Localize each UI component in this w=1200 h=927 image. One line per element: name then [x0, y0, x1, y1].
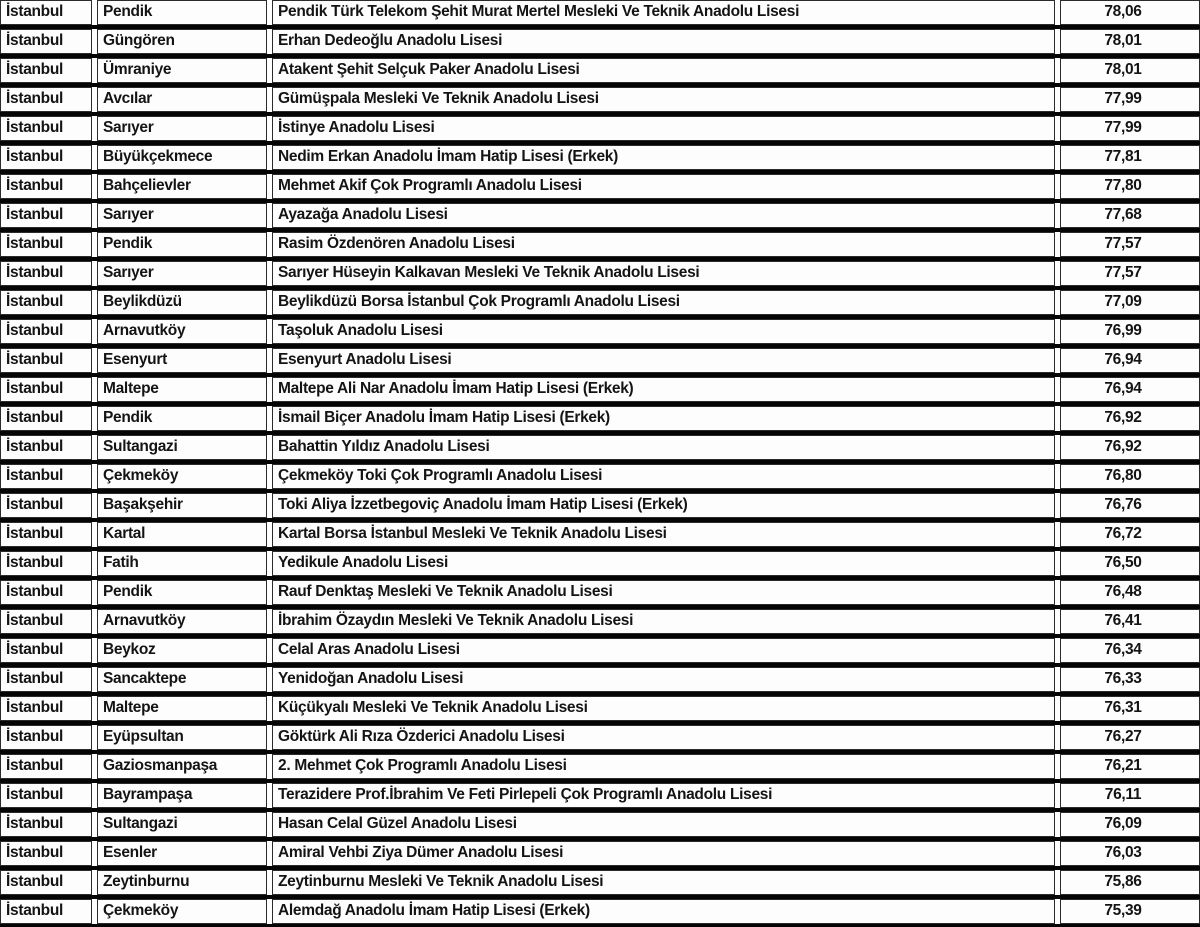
- district-cell: Büyükçekmece: [97, 145, 267, 170]
- district-cell: Sancaktepe: [97, 667, 267, 692]
- score-cell: 76,21: [1060, 754, 1200, 779]
- school-name-cell: Rasim Özdenören Anadolu Lisesi: [272, 232, 1055, 257]
- school-name-cell: İbrahim Özaydın Mesleki Ve Teknik Anadolu Lisesi: [272, 609, 1055, 634]
- school-name-cell: Küçükyalı Mesleki Ve Teknik Anadolu Lisesi: [272, 696, 1055, 721]
- score-cell: 77,09: [1060, 290, 1200, 315]
- city-cell: İstanbul: [0, 116, 92, 141]
- district-cell: Ümraniye: [97, 58, 267, 83]
- table-row: [0, 145, 1200, 174]
- score-cell: 76,34: [1060, 638, 1200, 663]
- score-cell: 76,33: [1060, 667, 1200, 692]
- district-cell: Esenler: [97, 841, 267, 866]
- city-cell: İstanbul: [0, 580, 92, 605]
- district-cell: Eyüpsultan: [97, 725, 267, 750]
- score-cell: 75,39: [1060, 899, 1200, 924]
- table-row: [0, 493, 1200, 522]
- district-cell: Esenyurt: [97, 348, 267, 373]
- school-name-cell: Yedikule Anadolu Lisesi: [272, 551, 1055, 576]
- district-cell: Çekmeköy: [97, 464, 267, 489]
- score-cell: 78,01: [1060, 29, 1200, 54]
- score-cell: 76,09: [1060, 812, 1200, 837]
- table-row: [0, 580, 1200, 609]
- table-row: [0, 812, 1200, 841]
- table-row: [0, 377, 1200, 406]
- score-cell: 77,68: [1060, 203, 1200, 228]
- table-row: [0, 638, 1200, 667]
- table-row: [0, 348, 1200, 377]
- school-name-cell: Zeytinburnu Mesleki Ve Teknik Anadolu Lisesi: [272, 870, 1055, 895]
- score-cell: 76,27: [1060, 725, 1200, 750]
- school-name-cell: Nedim Erkan Anadolu İmam Hatip Lisesi (Erkek): [272, 145, 1055, 170]
- table-row: [0, 667, 1200, 696]
- district-cell: Sultangazi: [97, 812, 267, 837]
- school-name-cell: Gümüşpala Mesleki Ve Teknik Anadolu Lisesi: [272, 87, 1055, 112]
- district-cell: Bayrampaşa: [97, 783, 267, 808]
- city-cell: İstanbul: [0, 290, 92, 315]
- score-cell: 76,94: [1060, 377, 1200, 402]
- city-cell: İstanbul: [0, 899, 92, 924]
- school-name-cell: Beylikdüzü Borsa İstanbul Çok Programlı Anadolu Lisesi: [272, 290, 1055, 315]
- table-row: [0, 783, 1200, 812]
- table-row: [0, 174, 1200, 203]
- table-row: [0, 870, 1200, 899]
- district-cell: Beylikdüzü: [97, 290, 267, 315]
- district-cell: Zeytinburnu: [97, 870, 267, 895]
- district-cell: Sultangazi: [97, 435, 267, 460]
- table-row: [0, 841, 1200, 870]
- district-cell: Maltepe: [97, 377, 267, 402]
- school-name-cell: İsmail Biçer Anadolu İmam Hatip Lisesi (Erkek): [272, 406, 1055, 431]
- district-cell: Bahçelievler: [97, 174, 267, 199]
- city-cell: İstanbul: [0, 348, 92, 373]
- school-name-cell: İstinye Anadolu Lisesi: [272, 116, 1055, 141]
- district-cell: Çekmeköy: [97, 899, 267, 924]
- school-name-cell: Göktürk Ali Rıza Özderici Anadolu Lisesi: [272, 725, 1055, 750]
- district-cell: Arnavutköy: [97, 609, 267, 634]
- table-row: [0, 0, 1200, 29]
- school-name-cell: Maltepe Ali Nar Anadolu İmam Hatip Lisesi (Erkek): [272, 377, 1055, 402]
- city-cell: İstanbul: [0, 87, 92, 112]
- city-cell: İstanbul: [0, 638, 92, 663]
- district-cell: Avcılar: [97, 87, 267, 112]
- school-name-cell: Terazidere Prof.İbrahim Ve Feti Pirlepeli Çok Programlı Anadolu Lisesi: [272, 783, 1055, 808]
- score-cell: 77,99: [1060, 116, 1200, 141]
- score-cell: 77,57: [1060, 232, 1200, 257]
- district-cell: Başakşehir: [97, 493, 267, 518]
- city-cell: İstanbul: [0, 870, 92, 895]
- city-cell: İstanbul: [0, 145, 92, 170]
- district-cell: Pendik: [97, 232, 267, 257]
- school-name-cell: Esenyurt Anadolu Lisesi: [272, 348, 1055, 373]
- school-name-cell: Çekmeköy Toki Çok Programlı Anadolu Lisesi: [272, 464, 1055, 489]
- table-row: [0, 609, 1200, 638]
- school-name-cell: Bahattin Yıldız Anadolu Lisesi: [272, 435, 1055, 460]
- school-name-cell: Erhan Dedeoğlu Anadolu Lisesi: [272, 29, 1055, 54]
- district-cell: Pendik: [97, 406, 267, 431]
- table-row: [0, 232, 1200, 261]
- table-row: [0, 754, 1200, 783]
- school-name-cell: Kartal Borsa İstanbul Mesleki Ve Teknik Anadolu Lisesi: [272, 522, 1055, 547]
- district-cell: Sarıyer: [97, 116, 267, 141]
- school-name-cell: Atakent Şehit Selçuk Paker Anadolu Lisesi: [272, 58, 1055, 83]
- table-row: [0, 290, 1200, 319]
- table-row: [0, 551, 1200, 580]
- table-row: [0, 899, 1200, 927]
- city-cell: İstanbul: [0, 29, 92, 54]
- score-cell: 76,41: [1060, 609, 1200, 634]
- table-row: [0, 203, 1200, 232]
- table-row: [0, 87, 1200, 116]
- score-cell: 78,01: [1060, 58, 1200, 83]
- score-cell: 76,92: [1060, 435, 1200, 460]
- score-cell: 76,99: [1060, 319, 1200, 344]
- score-cell: 78,06: [1060, 0, 1200, 25]
- table-row: [0, 522, 1200, 551]
- table-row: [0, 406, 1200, 435]
- district-cell: Sarıyer: [97, 203, 267, 228]
- city-cell: İstanbul: [0, 696, 92, 721]
- district-cell: Pendik: [97, 580, 267, 605]
- city-cell: İstanbul: [0, 261, 92, 286]
- city-cell: İstanbul: [0, 435, 92, 460]
- score-cell: 76,03: [1060, 841, 1200, 866]
- score-cell: 76,80: [1060, 464, 1200, 489]
- score-cell: 76,94: [1060, 348, 1200, 373]
- district-cell: Fatih: [97, 551, 267, 576]
- district-cell: Beykoz: [97, 638, 267, 663]
- score-cell: 77,81: [1060, 145, 1200, 170]
- school-name-cell: Ayazağa Anadolu Lisesi: [272, 203, 1055, 228]
- city-cell: İstanbul: [0, 841, 92, 866]
- city-cell: İstanbul: [0, 725, 92, 750]
- district-cell: Kartal: [97, 522, 267, 547]
- school-name-cell: Mehmet Akif Çok Programlı Anadolu Lisesi: [272, 174, 1055, 199]
- school-name-cell: Celal Aras Anadolu Lisesi: [272, 638, 1055, 663]
- table-row: [0, 319, 1200, 348]
- city-cell: İstanbul: [0, 0, 92, 25]
- school-name-cell: Amiral Vehbi Ziya Dümer Anadolu Lisesi: [272, 841, 1055, 866]
- table-row: [0, 58, 1200, 87]
- school-name-cell: Toki Aliya İzzetbegoviç Anadolu İmam Hatip Lisesi (Erkek): [272, 493, 1055, 518]
- school-name-cell: Rauf Denktaş Mesleki Ve Teknik Anadolu Lisesi: [272, 580, 1055, 605]
- city-cell: İstanbul: [0, 203, 92, 228]
- score-cell: 76,11: [1060, 783, 1200, 808]
- score-cell: 75,86: [1060, 870, 1200, 895]
- table-row: [0, 725, 1200, 754]
- school-name-cell: Taşoluk Anadolu Lisesi: [272, 319, 1055, 344]
- table-row: [0, 116, 1200, 145]
- school-name-cell: Hasan Celal Güzel Anadolu Lisesi: [272, 812, 1055, 837]
- city-cell: İstanbul: [0, 783, 92, 808]
- city-cell: İstanbul: [0, 232, 92, 257]
- city-cell: İstanbul: [0, 754, 92, 779]
- city-cell: İstanbul: [0, 174, 92, 199]
- table-row: [0, 435, 1200, 464]
- city-cell: İstanbul: [0, 522, 92, 547]
- district-cell: Güngören: [97, 29, 267, 54]
- table-row: [0, 261, 1200, 290]
- table-row: [0, 29, 1200, 58]
- district-cell: Sarıyer: [97, 261, 267, 286]
- city-cell: İstanbul: [0, 319, 92, 344]
- district-cell: Gaziosmanpaşa: [97, 754, 267, 779]
- city-cell: İstanbul: [0, 464, 92, 489]
- score-cell: 76,48: [1060, 580, 1200, 605]
- score-cell: 77,99: [1060, 87, 1200, 112]
- city-cell: İstanbul: [0, 406, 92, 431]
- school-name-cell: Alemdağ Anadolu İmam Hatip Lisesi (Erkek): [272, 899, 1055, 924]
- table-row: [0, 464, 1200, 493]
- score-cell: 76,50: [1060, 551, 1200, 576]
- school-name-cell: Yenidoğan Anadolu Lisesi: [272, 667, 1055, 692]
- score-cell: 76,76: [1060, 493, 1200, 518]
- score-cell: 76,72: [1060, 522, 1200, 547]
- district-cell: Arnavutköy: [97, 319, 267, 344]
- city-cell: İstanbul: [0, 609, 92, 634]
- school-name-cell: Pendik Türk Telekom Şehit Murat Mertel Mesleki Ve Teknik Anadolu Lisesi: [272, 0, 1055, 25]
- table-row: [0, 696, 1200, 725]
- score-cell: 76,31: [1060, 696, 1200, 721]
- city-cell: İstanbul: [0, 551, 92, 576]
- city-cell: İstanbul: [0, 377, 92, 402]
- district-cell: Maltepe: [97, 696, 267, 721]
- score-cell: 77,57: [1060, 261, 1200, 286]
- city-cell: İstanbul: [0, 58, 92, 83]
- district-cell: Pendik: [97, 0, 267, 25]
- score-cell: 76,92: [1060, 406, 1200, 431]
- city-cell: İstanbul: [0, 667, 92, 692]
- score-cell: 77,80: [1060, 174, 1200, 199]
- school-name-cell: Sarıyer Hüseyin Kalkavan Mesleki Ve Teknik Anadolu Lisesi: [272, 261, 1055, 286]
- school-name-cell: 2. Mehmet Çok Programlı Anadolu Lisesi: [272, 754, 1055, 779]
- city-cell: İstanbul: [0, 812, 92, 837]
- city-cell: İstanbul: [0, 493, 92, 518]
